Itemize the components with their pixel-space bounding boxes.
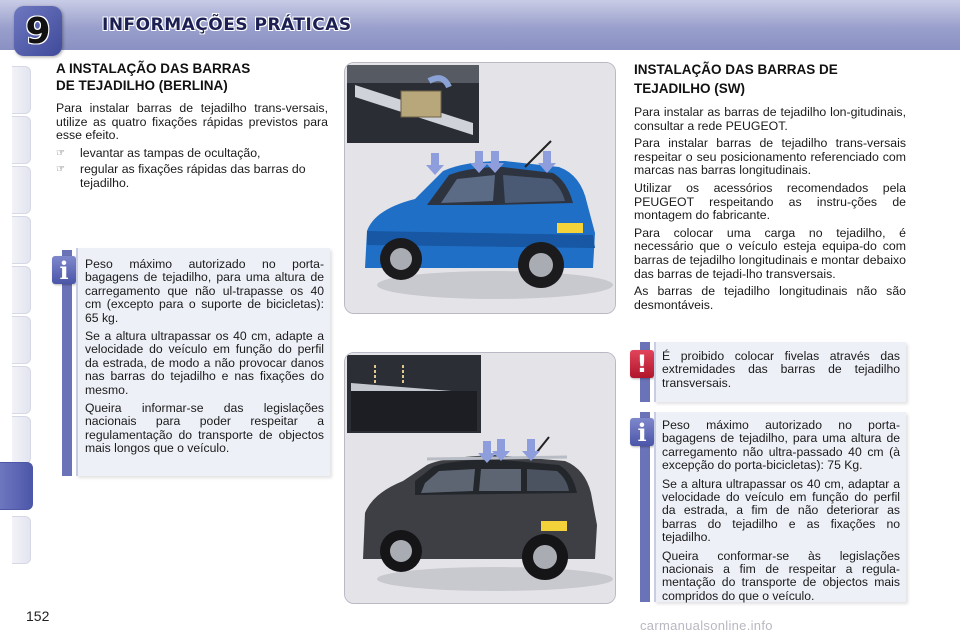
sw-car-drawing: [345, 353, 615, 603]
page-number: 152: [26, 608, 50, 624]
list-item: ☞ levantar as tampas de ocultação,: [56, 145, 261, 160]
chapter-tab-rail: [0, 50, 34, 580]
list-item: ☞ regular as fixações rápidas das barras do tejadilho.: [56, 162, 306, 190]
chapter-tab-active[interactable]: [0, 462, 33, 510]
finger-pointer-icon: ☞: [56, 164, 65, 176]
sw-warning-box: É proibido colocar fivelas através das extremidades das barras de tejadilho transversais.: [654, 342, 906, 402]
chapter-tab[interactable]: [12, 516, 31, 564]
sw-roof-bars-illustration: [344, 352, 616, 604]
chapter-tab[interactable]: [12, 366, 31, 414]
chapter-number: 9: [25, 10, 51, 52]
chapter-tab[interactable]: [12, 316, 31, 364]
watermark: carmanualsonline.info: [640, 618, 773, 633]
chapter-tab[interactable]: [12, 66, 31, 114]
berlina-info-box: Peso máximo autorizado no porta-bagagens de tejadilho, para uma altura de carregamento que não ul-trapasse os 40 cm (excepto para o suporte de bicicletas): 65 kg. Se a altura ultrapassar os 40 cm, adapte a velocidade do veículo em função do perfil da estrada, de modo a não provocar danos nas barras do tejadilho e nas fixações do mesmo. Queira informar-se das legislações nacionais para poder respeitar a regulamentação do transporte de objectos mais longos que o veículo.: [76, 248, 330, 476]
warning-icon: !: [630, 350, 654, 378]
page-title: INFORMAÇÕES PRÁTICAS: [102, 15, 352, 35]
berlina-section: [56, 60, 328, 194]
sw-section: INSTALAÇÃO DAS BARRAS DE TEJADILHO (SW) Para instalar as barras de tejadilho lon-gitudinais, consultar a rede PEUGEOT. Para instalar barras de tejadilho trans-versais respeitar o seu posicionamento referenciado com marcas nas barras longitudinais. Utilizar os acessórios recomendados pela PEUGEOT respeitando as instru-ções de montagem do fabricante. Para colocar uma carga no tejadilho, é necessário que o veículo esteja equipa-do com barras de tejadilho longitudinais e montar debaixo das barras de tejadi-lho transversais. As barras de tejadilho longitudinais não são desmontáveis.: [634, 62, 906, 312]
berlina-intro: Para instalar barras de tejadilho trans-versais, utilize as quatro fixações rápidas previstos para esse efeito.: [56, 101, 328, 143]
chapter-badge: [14, 6, 62, 56]
chapter-tab[interactable]: [12, 116, 31, 164]
chapter-tab[interactable]: [12, 266, 31, 314]
sw-info-box: Peso máximo autorizado no porta-bagagens de tejadilho, para uma altura de carregamento não ultra-passado 40 cm (à excepção do porta-bicicletas): 75 Kg. Se a altura ultrapassar os 40 cm, adaptar a velocidade do veículo em função do perfil da estrada, a fim de não deteriorar as barras do tejadilho e as fixações no tejadilho. Queira conformar-se às legislações nacionais a fim de respeitar a regula-mentação do transporte de objectos mais compridos do que o veículo.: [654, 412, 906, 602]
sw-section-title: INSTALAÇÃO DAS BARRAS DE TEJADILHO (SW): [634, 62, 838, 96]
page-header: [0, 0, 960, 50]
chapter-tab[interactable]: [12, 166, 31, 214]
berlina-roof-bars-illustration: [344, 62, 616, 314]
berlina-section-title: A INSTALAÇÃO DAS BARRAS DE TEJADILHO (BERLINA): [56, 61, 251, 93]
berlina-car-drawing: [345, 63, 615, 313]
chapter-tab[interactable]: [12, 216, 31, 264]
info-icon: i: [630, 418, 654, 446]
info-icon: i: [52, 256, 76, 284]
chapter-tab[interactable]: [12, 416, 31, 464]
finger-pointer-icon: ☞: [56, 147, 65, 159]
